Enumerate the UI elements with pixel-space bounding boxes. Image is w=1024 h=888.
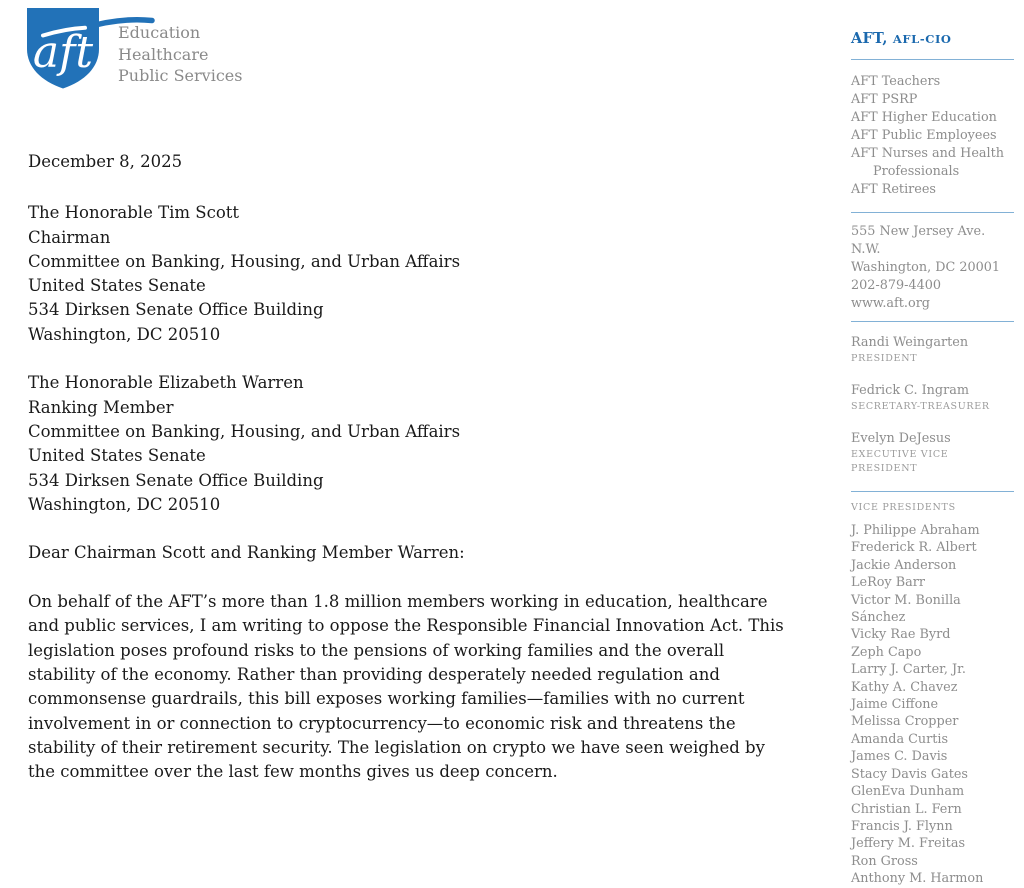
- divider: [851, 212, 1014, 213]
- vice-president-name: Jackie Anderson: [851, 557, 957, 573]
- officer: [851, 334, 1014, 366]
- address-line: Washington, DC 20510: [28, 494, 221, 514]
- divider: [851, 321, 1014, 322]
- affiliate-item: AFT PSRP: [851, 92, 918, 107]
- vice-president-name: Jeffery M. Freitas: [851, 836, 966, 852]
- vice-president-name: Vicky Rae Byrd: [851, 627, 951, 643]
- vice-president-name: Kathy A. Chavez: [851, 679, 958, 695]
- divider: [851, 491, 1014, 492]
- address-line: Chairman: [28, 227, 111, 247]
- address-line: Ranking Member: [28, 397, 174, 417]
- vice-president-name: Christian L. Fern: [851, 801, 962, 817]
- address-line: 534 Dirksen Senate Office Building: [28, 300, 324, 320]
- officers-block: [851, 334, 1014, 476]
- vice-president-name: Melissa Cropper: [851, 714, 959, 730]
- officer: [851, 382, 1014, 414]
- org-title-suffix: AFL-CIO: [892, 32, 952, 46]
- recipient-address-scott: [28, 201, 788, 347]
- vice-presidents-label: VICE PRESIDENTS: [851, 502, 956, 513]
- recipient-address-warren: [28, 371, 788, 517]
- address-line: The Honorable Tim Scott: [28, 203, 240, 223]
- address-line: United States Senate: [28, 276, 206, 296]
- vice-president-name: LeRoy Barr: [851, 575, 925, 591]
- vice-president-name: Amanda Curtis: [851, 731, 949, 747]
- vice-president-name: Anthony M. Harmon: [851, 871, 984, 887]
- contact-phone: 202-879-4400: [851, 278, 942, 293]
- tagline-line: Healthcare: [118, 44, 209, 64]
- vice-president-name: Francis J. Flynn: [851, 818, 953, 834]
- officer-name: Randi Weingarten: [851, 335, 969, 350]
- address-line: Committee on Banking, Housing, and Urban Affairs: [28, 251, 461, 271]
- contact-website: www.aft.org: [851, 296, 930, 311]
- officer-title: EXECUTIVE VICE PRESIDENT: [851, 449, 949, 474]
- contact-address-line: 555 New Jersey Ave. N.W.: [851, 224, 986, 257]
- letter-date: December 8, 2025: [28, 152, 183, 171]
- vice-president-name: Jaime Ciffone: [851, 697, 939, 713]
- vice-president-name: J. Philippe Abraham: [851, 523, 980, 538]
- letter-content: [28, 150, 788, 809]
- address-line: Committee on Banking, Housing, and Urban Affairs: [28, 421, 461, 441]
- affiliate-item: AFT Public Employees: [851, 128, 997, 143]
- letterhead: [26, 7, 356, 97]
- aft-monogram: aft: [32, 27, 94, 78]
- affiliate-item: AFT Teachers: [851, 74, 941, 89]
- officer-title: SECRETARY-TREASURER: [851, 401, 990, 412]
- vice-president-name: Ron Gross: [851, 853, 918, 869]
- affiliate-item: AFT Higher Education: [851, 110, 997, 125]
- address-line: The Honorable Elizabeth Warren: [28, 373, 304, 393]
- vice-president-name: Stacy Davis Gates: [851, 766, 968, 782]
- tagline-line: Public Services: [118, 66, 243, 85]
- sidebar: [851, 30, 1014, 888]
- address-line: 534 Dirksen Senate Office Building: [28, 470, 324, 490]
- vice-president-name: GlenEva Dunham: [851, 784, 965, 800]
- officer-name: Fedrick C. Ingram: [851, 383, 969, 398]
- tagline-line: Education: [118, 23, 201, 42]
- address-line: United States Senate: [28, 446, 206, 466]
- divider: [851, 59, 1014, 60]
- vice-president-name: Zeph Capo: [851, 644, 922, 660]
- contact-block: [851, 223, 1014, 313]
- affiliates-list: [851, 73, 1014, 199]
- contact-address-line: Washington, DC 20001: [851, 260, 1001, 275]
- officer-title: PRESIDENT: [851, 353, 918, 364]
- salutation: Dear Chairman Scott and Ranking Member Warren:: [28, 543, 465, 563]
- vice-president-name: Larry J. Carter, Jr.: [851, 662, 966, 678]
- vice-president-name: Victor M. Bonilla Sánchez: [851, 592, 961, 626]
- officer-name: Evelyn DeJesus: [851, 431, 951, 446]
- letter-body-paragraph: On behalf of the AFT’s more than 1.8 million members working in education, healthcare and public services, I am writing to oppose the Responsible Financial Innovation Act. This legislation poses profound risks to the pensions of working families and the overall stability of the economy. Rather than providing desperately needed regulation and commonsense guardrails, this bill exposes working families—families with no current involvement in or connection to cryptocurrency—to economic risk and threatens the stability of their retirement security. The legislation on crypto we have seen weighed by the committee over the last few months gives us deep concern.: [28, 592, 784, 782]
- org-title-main: AFT,: [851, 30, 888, 47]
- vice-president-name: James C. Davis: [851, 749, 948, 765]
- logo-tagline: [118, 22, 242, 87]
- vice-president-name: Frederick R. Albert: [851, 540, 977, 556]
- address-line: Washington, DC 20510: [28, 324, 221, 344]
- officer: [851, 430, 1014, 476]
- org-title: [851, 30, 1014, 48]
- vice-presidents-list: [851, 522, 1014, 888]
- affiliate-item: AFT Nurses and Health Professionals: [851, 146, 1005, 179]
- affiliate-item: AFT Retirees: [851, 182, 936, 197]
